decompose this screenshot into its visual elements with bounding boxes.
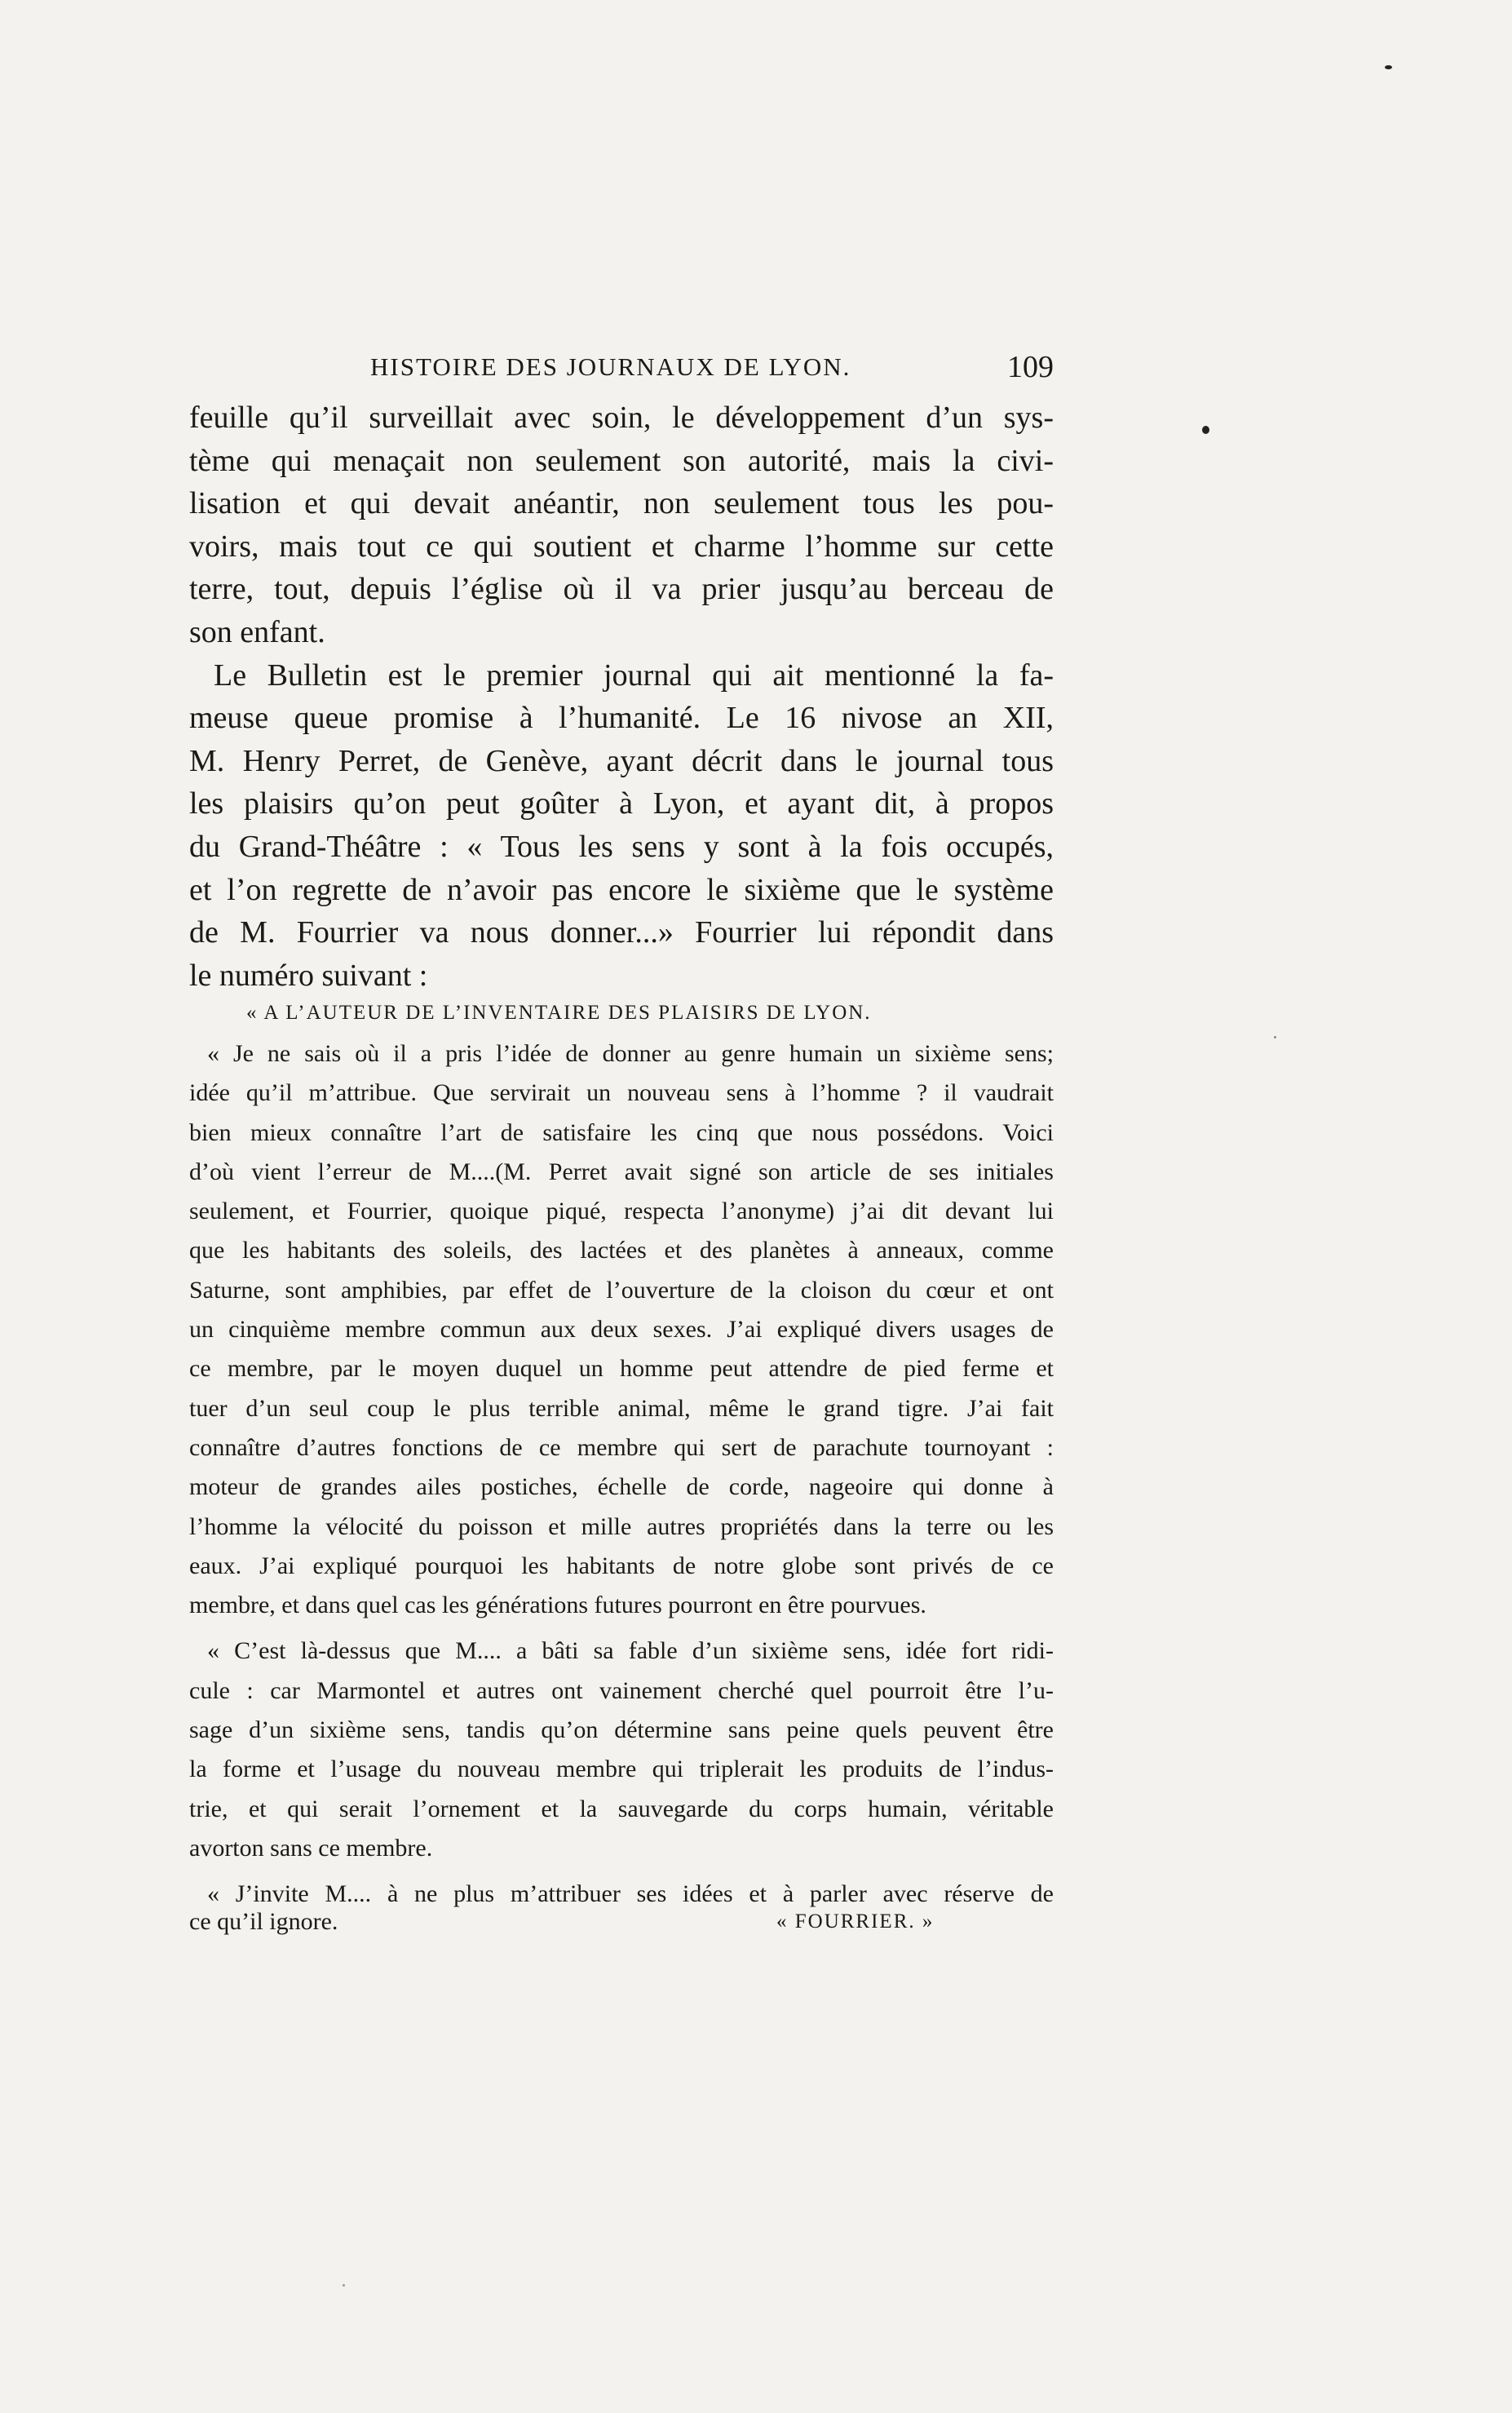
body-line: et l’on regrette de n’avoir pas encore le sixième que le système [189, 872, 1054, 907]
quote-line: « C’est là-dessus que M.... a bâti sa fable d’un sixième sens, idée fort ridi- [207, 1637, 1054, 1665]
ink-speck [1385, 65, 1392, 69]
body-line: voirs, mais tout ce qui soutient et charme l’homme sur cette [189, 529, 1054, 564]
body-line: terre, tout, depuis l’église où il va prier jusqu’au berceau de [189, 572, 1054, 607]
quote-line: avorton sans ce membre. [189, 1834, 433, 1862]
ink-speck [1274, 1036, 1276, 1038]
running-header [189, 349, 1054, 390]
body-line: M. Henry Perret, de Genève, ayant décrit dans le journal tous [189, 743, 1054, 778]
letter-heading-text: « A L’AUTEUR DE L’INVENTAIRE DES PLAISIRS DE LYON. [246, 1002, 872, 1024]
quote-line: Saturne, sont amphibies, par effet de l’ouverture de la cloison du cœur et ont [189, 1276, 1054, 1304]
quote-line: que les habitants des soleils, des lactées et des planètes à anneaux, comme [189, 1237, 1054, 1264]
quote-line: cule : car Marmontel et autres ont vainement cherché quel pourroit être l’u- [189, 1676, 1054, 1704]
signature: « FOURRIER. » [776, 1910, 935, 1933]
body-line: du Grand-Théâtre : « Tous les sens y sont à la fois occupés, [189, 829, 1054, 864]
body-line: feuille qu’il surveillait avec soin, le développement d’un sys- [189, 401, 1054, 435]
body-line: Le Bulletin est le premier journal qui ait mentionné la fa- [214, 657, 1054, 693]
body-text [189, 396, 1054, 997]
page-number: 109 [1007, 350, 1054, 384]
quote-line: la forme et l’usage du nouveau membre qui triplerait les produits de l’indus- [189, 1756, 1054, 1783]
body-line: les plaisirs qu’on peut goûter à Lyon, et ayant dit, à propos [189, 786, 1054, 821]
quote-line: tuer d’un seul coup le plus terrible animal, même le grand tigre. J’ai fait [189, 1394, 1054, 1422]
quote-line: ce membre, par le moyen duquel un homme peut attendre de pied ferme et [189, 1355, 1054, 1383]
quote-line: « J’invite M.... à ne plus m’attribuer ses idées et à parler avec réserve de [207, 1880, 1054, 1908]
running-title: HISTOIRE DES JOURNAUX DE LYON. [370, 352, 851, 381]
ink-speck [1202, 426, 1209, 434]
quote-line: bien mieux connaître l’art de satisfaire les cinq que nous possédons. Voici [189, 1118, 1054, 1146]
body-line: son enfant. [189, 614, 325, 649]
quote-line: l’homme la vélocité du poisson et mille autres propriétés dans la terre ou les [189, 1512, 1054, 1540]
quote-line: d’où vient l’erreur de M....(M. Perret avait signé son article de ses initiales [189, 1158, 1054, 1185]
quote-line: « Je ne sais où il a pris l’idée de donner au genre humain un sixième sens; [207, 1040, 1054, 1067]
quote-line: membre, et dans quel cas les générations futures pourront en être pourvues. [189, 1592, 926, 1619]
body-line: tème qui menaçait non seulement son autorité, mais la civi- [189, 443, 1054, 478]
quote-line: connaître d’autres fonctions de ce membre qui sert de parachute tournoyant : [189, 1433, 1054, 1461]
quote-line: moteur de grandes ailes postiches, échelle de corde, nageoire qui donne à [189, 1473, 1054, 1501]
quote-line: sage d’un sixième sens, tandis qu’on détermine sans peine quels peuvent être [189, 1716, 1054, 1744]
body-line: de M. Fourrier va nous donner...» Fourrier lui répondit dans [189, 915, 1054, 950]
closing-line: ce qu’il ignore. [189, 1908, 338, 1935]
quote-line: trie, et qui serait l’ornement et la sauvegarde du corps humain, véritable [189, 1795, 1054, 1822]
body-line: meuse queue promise à l’humanité. Le 16 nivose an XII, [189, 701, 1054, 736]
quoted-letter [189, 1034, 1054, 1915]
body-line: lisation et qui devait anéantir, non seulement tous les pou- [189, 486, 1054, 521]
letter-heading [189, 1002, 1054, 1025]
body-line: le numéro suivant : [189, 958, 428, 993]
ink-speck [343, 2284, 345, 2287]
quote-line: idée qu’il m’attribue. Que servirait un nouveau sens à l’homme ? il vaudrait [189, 1079, 1054, 1107]
quote-line: seulement, et Fourrier, quoique piqué, respecta l’anonyme) j’ai dit devant lui [189, 1198, 1054, 1225]
quote-line: un cinquième membre commun aux deux sexes. J’ai expliqué divers usages de [189, 1316, 1054, 1344]
letter-closing [189, 1902, 1054, 1941]
quote-line: eaux. J’ai expliqué pourquoi les habitants de notre globe sont privés de ce [189, 1552, 1054, 1579]
